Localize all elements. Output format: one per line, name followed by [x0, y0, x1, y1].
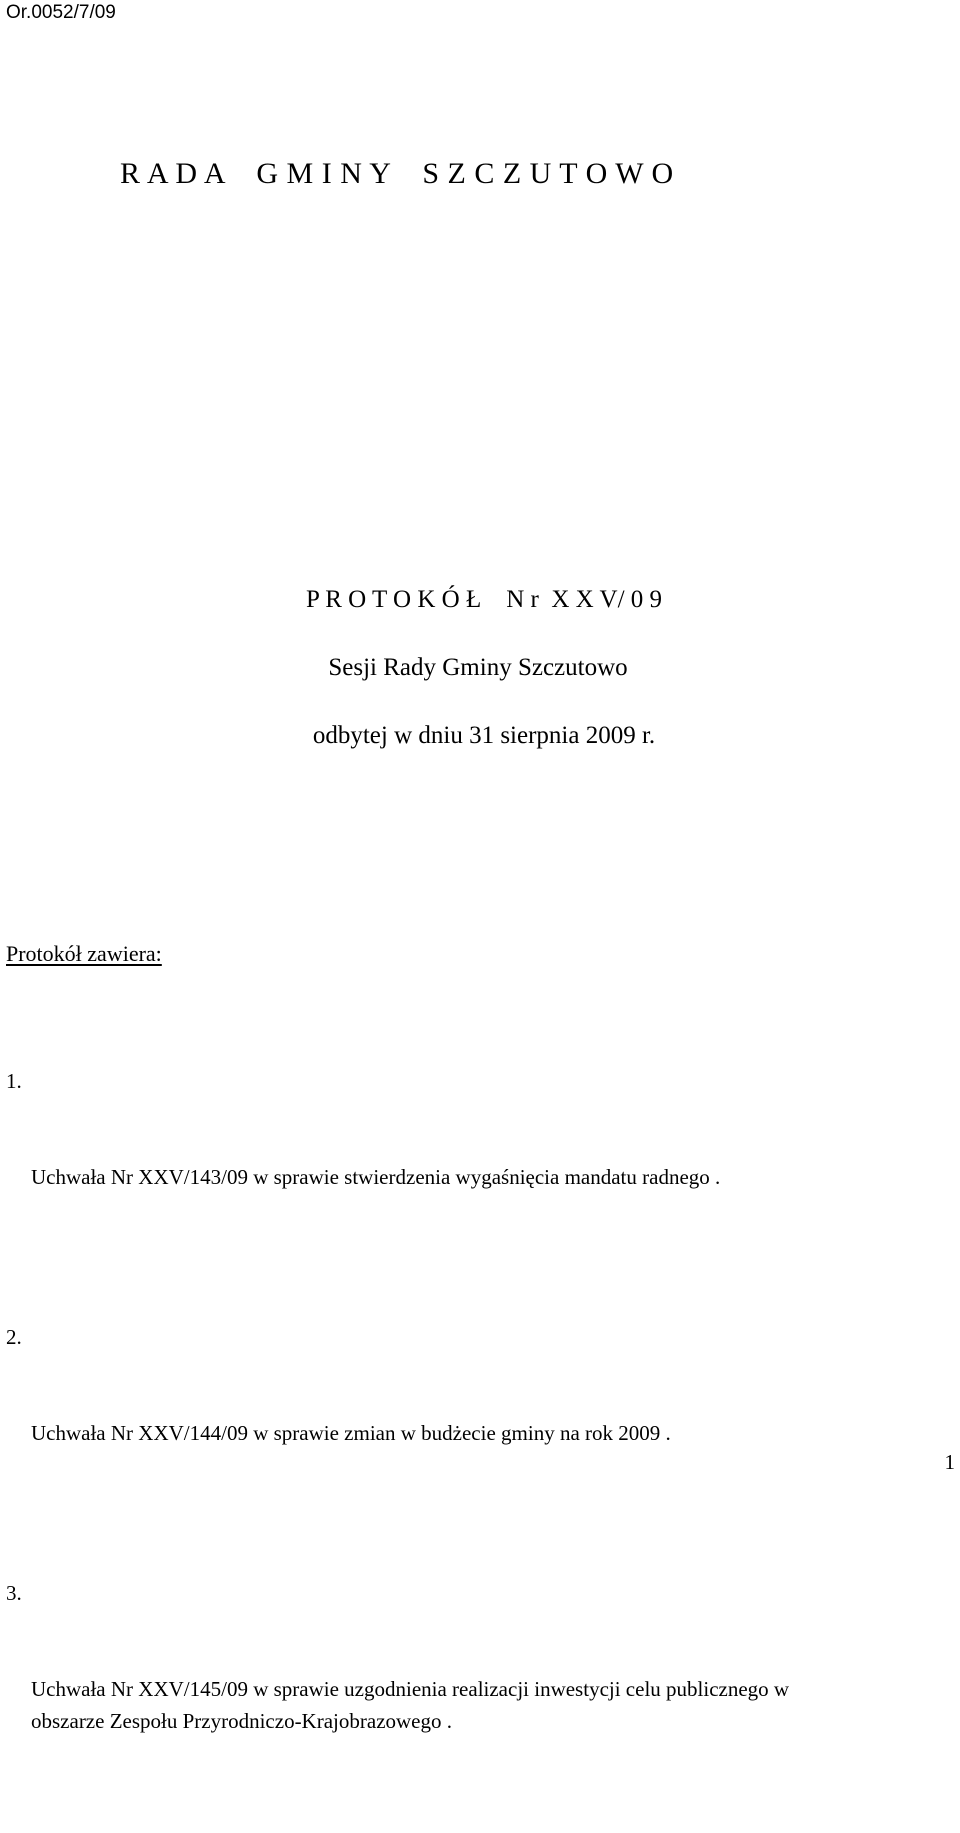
list-item-text: Uchwała Nr XXV/143/09 w sprawie stwierdzenia wygaśnięcia mandatu radnego .	[31, 1165, 721, 1189]
page-number: 1	[944, 1450, 955, 1474]
protocol-session: Sesji Rady Gminy Szczutowo	[328, 654, 628, 681]
protocol-date: odbytej w dniu 31 sierpnia 2009 r.	[312, 722, 656, 749]
protocol-title: P R O T O K Ó Ł N r X X V/ 0 9	[305, 586, 663, 613]
list-item-number: 1.	[6, 1069, 22, 1093]
council-title: R A D A G M I N Y S Z C Z U T O W O	[120, 157, 674, 190]
list-item-number: 2.	[6, 1325, 22, 1349]
list-item	[6, 1321, 906, 1513]
list-item	[6, 1065, 906, 1257]
list-item-text: Uchwała Nr XXV/145/09 w sprawie uzgodnienia realizacji inwestycji celu publicznego w obszarze Zespołu Przyrodniczo-Krajobrazowego .	[31, 1677, 790, 1733]
list-item	[6, 1577, 906, 1801]
contents-heading: Protokół zawiera:	[6, 941, 162, 966]
document-reference-number: Or.0052/7/09	[6, 2, 116, 23]
list-item-text: Uchwała Nr XXV/144/09 w sprawie zmian w budżecie gminy na rok 2009 .	[31, 1421, 671, 1445]
list-item-number: 3.	[6, 1581, 22, 1605]
protocol-title-block	[0, 548, 960, 770]
contents-list	[6, 1001, 906, 1833]
